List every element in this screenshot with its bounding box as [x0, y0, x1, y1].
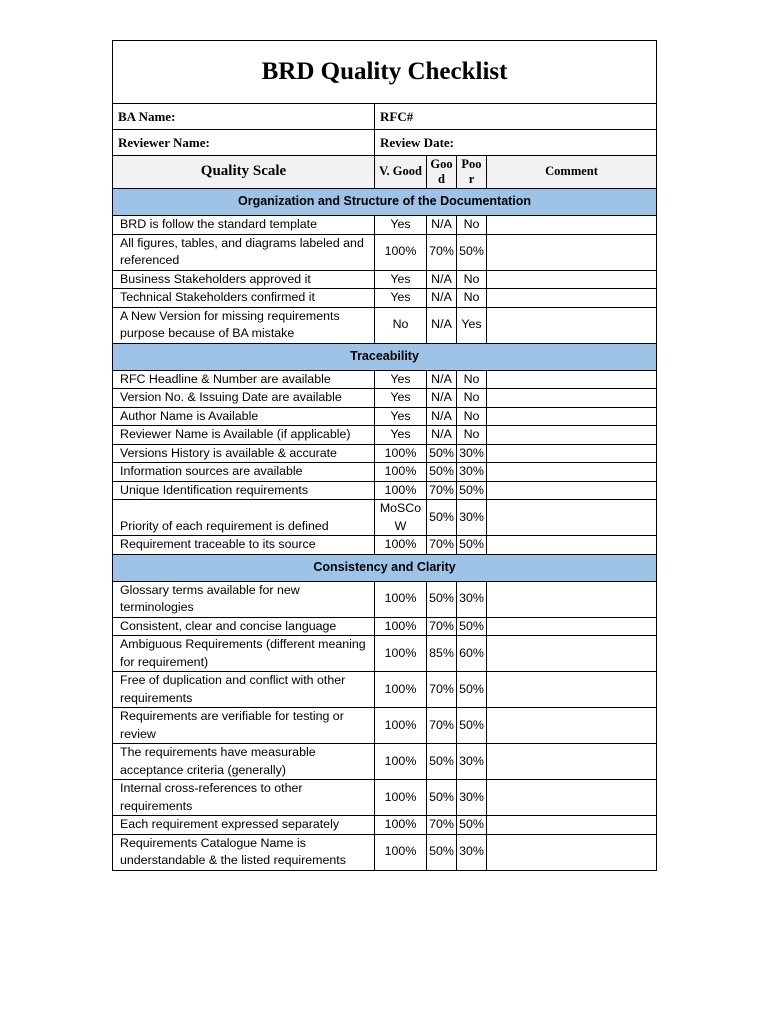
v-good-cell[interactable]: Yes [375, 389, 427, 408]
criterion-cell: Business Stakeholders approved it [113, 270, 375, 289]
comment-cell[interactable] [487, 444, 657, 463]
checklist-row [113, 708, 657, 744]
good-cell[interactable]: 70% [427, 672, 457, 708]
reviewer-name-field[interactable]: Reviewer Name: [113, 130, 375, 156]
v-good-cell[interactable]: 100% [375, 780, 427, 816]
v-good-cell[interactable]: Yes [375, 426, 427, 445]
checklist-row [113, 816, 657, 835]
brd-quality-checklist-table [112, 40, 657, 871]
rfc-field[interactable]: RFC# [375, 104, 657, 130]
good-cell[interactable]: 50% [427, 744, 457, 780]
good-header: Good [427, 156, 457, 189]
checklist-row [113, 581, 657, 617]
criterion-cell: Reviewer Name is Available (if applicable) [113, 426, 375, 445]
comment-cell[interactable] [487, 463, 657, 482]
section-title: Traceability [113, 343, 657, 370]
comment-cell[interactable] [487, 636, 657, 672]
good-cell[interactable]: 70% [427, 536, 457, 555]
poor-cell[interactable]: Yes [457, 307, 487, 343]
v-good-cell[interactable]: Yes [375, 370, 427, 389]
comment-cell[interactable] [487, 744, 657, 780]
good-cell[interactable]: N/A [427, 216, 457, 235]
checklist-row [113, 270, 657, 289]
poor-cell[interactable]: 30% [457, 780, 487, 816]
section-title: Consistency and Clarity [113, 554, 657, 581]
comment-cell[interactable] [487, 370, 657, 389]
v-good-cell[interactable]: MoSCoW [375, 500, 427, 536]
v-good-cell[interactable]: 100% [375, 617, 427, 636]
v-good-cell[interactable]: 100% [375, 481, 427, 500]
checklist-row [113, 426, 657, 445]
meta-row-reviewer [113, 130, 657, 156]
criterion-cell: Each requirement expressed separately [113, 816, 375, 835]
criterion-cell: Requirement traceable to its source [113, 536, 375, 555]
good-cell[interactable]: 50% [427, 463, 457, 482]
criterion-cell: Information sources are available [113, 463, 375, 482]
checklist-row [113, 481, 657, 500]
comment-cell[interactable] [487, 216, 657, 235]
poor-cell[interactable]: 30% [457, 581, 487, 617]
criterion-cell: Requirements Catalogue Name is understandable & the listed requirements [113, 834, 375, 870]
comment-cell[interactable] [487, 234, 657, 270]
v-good-cell[interactable]: 100% [375, 536, 427, 555]
poor-cell[interactable]: 50% [457, 708, 487, 744]
criterion-cell: Priority of each requirement is defined [113, 500, 375, 536]
quality-scale-header: Quality Scale [113, 156, 375, 189]
good-cell[interactable]: 50% [427, 500, 457, 536]
good-cell[interactable]: N/A [427, 426, 457, 445]
checklist-row [113, 389, 657, 408]
v-good-cell[interactable]: 100% [375, 444, 427, 463]
checklist-row [113, 289, 657, 308]
poor-cell[interactable]: 30% [457, 463, 487, 482]
checklist-row [113, 444, 657, 463]
criterion-cell: Consistent, clear and concise language [113, 617, 375, 636]
v-good-cell[interactable]: 100% [375, 744, 427, 780]
poor-cell[interactable]: 60% [457, 636, 487, 672]
poor-cell[interactable]: No [457, 289, 487, 308]
checklist-row [113, 536, 657, 555]
v-good-cell[interactable]: 100% [375, 672, 427, 708]
good-cell[interactable]: 50% [427, 581, 457, 617]
poor-cell[interactable]: No [457, 407, 487, 426]
checklist-row [113, 780, 657, 816]
good-cell[interactable]: N/A [427, 307, 457, 343]
poor-cell[interactable]: 50% [457, 481, 487, 500]
poor-cell[interactable]: 50% [457, 234, 487, 270]
checklist-row [113, 463, 657, 482]
v-good-cell[interactable]: 100% [375, 636, 427, 672]
good-cell[interactable]: N/A [427, 407, 457, 426]
ba-name-field[interactable]: BA Name: [113, 104, 375, 130]
v-good-cell[interactable]: Yes [375, 270, 427, 289]
v-good-cell[interactable]: 100% [375, 581, 427, 617]
poor-cell[interactable]: No [457, 370, 487, 389]
comment-header: Comment [487, 156, 657, 189]
poor-cell[interactable]: 50% [457, 617, 487, 636]
comment-cell[interactable] [487, 307, 657, 343]
good-cell[interactable]: 70% [427, 816, 457, 835]
v-good-cell[interactable]: Yes [375, 289, 427, 308]
poor-cell[interactable]: No [457, 389, 487, 408]
criterion-cell: Author Name is Available [113, 407, 375, 426]
criterion-cell: Free of duplication and conflict with other requirements [113, 672, 375, 708]
comment-cell[interactable] [487, 426, 657, 445]
poor-cell[interactable]: No [457, 270, 487, 289]
good-cell[interactable]: 70% [427, 708, 457, 744]
poor-header: Poor [457, 156, 487, 189]
checklist-row [113, 744, 657, 780]
section-header-row [113, 189, 657, 216]
comment-cell[interactable] [487, 289, 657, 308]
good-cell[interactable]: N/A [427, 270, 457, 289]
criterion-cell: Ambiguous Requirements (different meaning for requirement) [113, 636, 375, 672]
comment-cell[interactable] [487, 536, 657, 555]
checklist-row [113, 636, 657, 672]
checklist-row [113, 370, 657, 389]
v-good-cell[interactable]: Yes [375, 216, 427, 235]
checklist-row [113, 234, 657, 270]
v-good-cell[interactable]: 100% [375, 708, 427, 744]
comment-cell[interactable] [487, 500, 657, 536]
comment-cell[interactable] [487, 389, 657, 408]
title-row [113, 41, 657, 104]
criterion-cell: Requirements are verifiable for testing or review [113, 708, 375, 744]
comment-cell[interactable] [487, 270, 657, 289]
section-header-row [113, 554, 657, 581]
criterion-cell: The requirements have measurable acceptance criteria (generally) [113, 744, 375, 780]
criterion-cell: A New Version for missing requirements purpose because of BA mistake [113, 307, 375, 343]
comment-cell[interactable] [487, 407, 657, 426]
good-cell[interactable]: 70% [427, 617, 457, 636]
checklist-row [113, 500, 657, 536]
criterion-cell: Technical Stakeholders confirmed it [113, 289, 375, 308]
good-cell[interactable]: 85% [427, 636, 457, 672]
criterion-cell: BRD is follow the standard template [113, 216, 375, 235]
criterion-cell: Versions History is available & accurate [113, 444, 375, 463]
poor-cell[interactable]: 30% [457, 744, 487, 780]
v-good-cell[interactable]: 100% [375, 234, 427, 270]
criterion-cell: Internal cross-references to other requirements [113, 780, 375, 816]
comment-cell[interactable] [487, 581, 657, 617]
criterion-cell: Glossary terms available for new terminologies [113, 581, 375, 617]
criterion-cell: Unique Identification requirements [113, 481, 375, 500]
v-good-header: V. Good [375, 156, 427, 189]
checklist-row [113, 834, 657, 870]
good-cell[interactable]: N/A [427, 389, 457, 408]
v-good-cell[interactable]: 100% [375, 816, 427, 835]
checklist-row [113, 307, 657, 343]
comment-cell[interactable] [487, 672, 657, 708]
poor-cell[interactable]: 50% [457, 672, 487, 708]
checklist-row [113, 216, 657, 235]
comment-cell[interactable] [487, 780, 657, 816]
good-cell[interactable]: 70% [427, 234, 457, 270]
v-good-cell[interactable]: 100% [375, 834, 427, 870]
good-cell[interactable]: 50% [427, 780, 457, 816]
v-good-cell[interactable]: Yes [375, 407, 427, 426]
v-good-cell[interactable]: No [375, 307, 427, 343]
column-header-row [113, 156, 657, 189]
review-date-field[interactable]: Review Date: [375, 130, 657, 156]
poor-cell[interactable]: 50% [457, 816, 487, 835]
comment-cell[interactable] [487, 708, 657, 744]
page-title: BRD Quality Checklist [113, 41, 657, 104]
meta-row-ba [113, 104, 657, 130]
poor-cell[interactable]: No [457, 216, 487, 235]
poor-cell[interactable]: 30% [457, 834, 487, 870]
comment-cell[interactable] [487, 617, 657, 636]
criterion-cell: Version No. & Issuing Date are available [113, 389, 375, 408]
poor-cell[interactable]: 30% [457, 500, 487, 536]
good-cell[interactable]: 70% [427, 481, 457, 500]
good-cell[interactable]: N/A [427, 289, 457, 308]
good-cell[interactable]: N/A [427, 370, 457, 389]
good-cell[interactable]: 50% [427, 834, 457, 870]
poor-cell[interactable]: 50% [457, 536, 487, 555]
checklist-row [113, 407, 657, 426]
poor-cell[interactable]: No [457, 426, 487, 445]
criterion-cell: All figures, tables, and diagrams labeled and referenced [113, 234, 375, 270]
comment-cell[interactable] [487, 481, 657, 500]
poor-cell[interactable]: 30% [457, 444, 487, 463]
criterion-cell: RFC Headline & Number are available [113, 370, 375, 389]
checklist-row [113, 672, 657, 708]
section-title: Organization and Structure of the Documentation [113, 189, 657, 216]
checklist-row [113, 617, 657, 636]
v-good-cell[interactable]: 100% [375, 463, 427, 482]
comment-cell[interactable] [487, 816, 657, 835]
good-cell[interactable]: 50% [427, 444, 457, 463]
section-header-row [113, 343, 657, 370]
comment-cell[interactable] [487, 834, 657, 870]
